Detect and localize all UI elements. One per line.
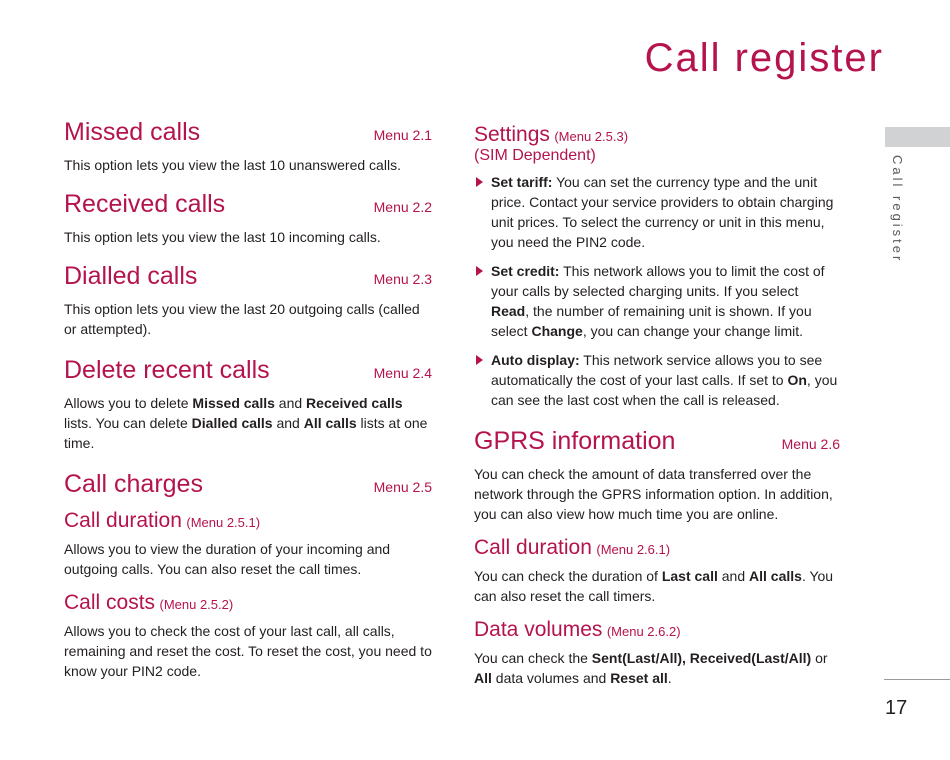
settings-sim-dependent: (SIM Dependent) [474,147,596,164]
data-volumes-text: You can check the Sent(Last/All), Received(Last/All) or All data volumes and Reset all. [474,650,828,686]
call-costs-menu: (Menu 2.5.2) [159,597,234,612]
left-column [64,118,432,681]
data-volumes-heading [474,618,840,642]
gprs-call-duration-menu: (Menu 2.6.1) [596,542,671,557]
delete-recent-calls-title: Delete recent calls [64,356,270,384]
received-calls-title: Received calls [64,190,226,218]
missed-calls-title: Missed calls [64,118,201,146]
call-duration-text: Allows you to view the duration of your incoming and outgoing calls. You can also reset the call times. [64,541,391,577]
dialled-calls-text: This option lets you view the last 20 outgoing calls (called or attempted). [64,301,420,337]
call-charges-heading [64,470,432,499]
page-title: Call register [644,36,884,80]
call-charges-title: Call charges [64,470,203,498]
call-costs-text: Allows you to check the cost of your last call, all calls, remaining and reset the cost. To reset the cost, you need to know your PIN2 code. [64,623,432,679]
call-costs-heading [64,591,432,615]
gprs-call-duration-text: You can check the duration of Last call and All calls. You can also reset the call timers. [474,568,834,604]
right-column [474,118,840,688]
page-number-rule [884,679,950,680]
data-volumes-title: Data volumes [474,618,603,641]
gprs-information-title: GPRS information [474,427,676,455]
delete-recent-calls-text: Allows you to delete Missed calls and Received calls lists. You can delete Dialled calls and All calls lists at one time. [64,395,428,451]
missed-calls-text: This option lets you view the last 10 unanswered calls. [64,157,401,173]
call-duration-menu: (Menu 2.5.1) [186,515,261,530]
settings-menu: (Menu 2.5.3) [554,129,629,144]
dialled-calls-menu: Menu 2.3 [373,271,432,287]
settings-title: Settings [474,123,550,146]
missed-calls-heading [64,118,432,147]
set-tariff-item: Set tariff: You can set the currency type and the unit price. Contact your service providers to obtain charging unit prices. To select the currency or unit in this menu, you need the PIN2 code. [474,172,840,252]
side-tab-bar [885,127,950,147]
dialled-calls-title: Dialled calls [64,262,198,290]
call-costs-title: Call costs [64,591,156,614]
call-duration-title: Call duration [64,509,182,532]
data-volumes-menu: (Menu 2.6.2) [606,624,681,639]
auto-display-item: Auto display: This network service allows you to see automatically the cost of your last calls. If set to On, you can see the last cost when the call is released. [474,350,840,410]
gprs-information-text: You can check the amount of data transferred over the network through the GPRS information option. In addition, you can also view how much time you are online. [474,466,833,522]
page-number: 17 [885,697,908,719]
missed-calls-menu: Menu 2.1 [373,127,432,143]
received-calls-heading [64,190,432,219]
delete-recent-calls-heading [64,356,432,385]
gprs-call-duration-heading [474,536,840,560]
dialled-calls-heading [64,262,432,291]
gprs-information-heading [474,427,840,456]
gprs-information-menu: Menu 2.6 [781,436,840,452]
delete-recent-calls-menu: Menu 2.4 [373,365,432,381]
received-calls-text: This option lets you view the last 10 incoming calls. [64,229,381,245]
gprs-call-duration-title: Call duration [474,536,592,559]
set-credit-item: Set credit: This network allows you to limit the cost of your calls by selected charging units. If you select Read, the number of remaining unit is shown. If you select Change, you can change your change limit. [474,261,840,341]
side-tab-label: Call register [890,155,905,264]
settings-heading [474,123,840,147]
call-duration-heading [64,509,432,533]
call-charges-menu: Menu 2.5 [373,479,432,495]
received-calls-menu: Menu 2.2 [373,199,432,215]
